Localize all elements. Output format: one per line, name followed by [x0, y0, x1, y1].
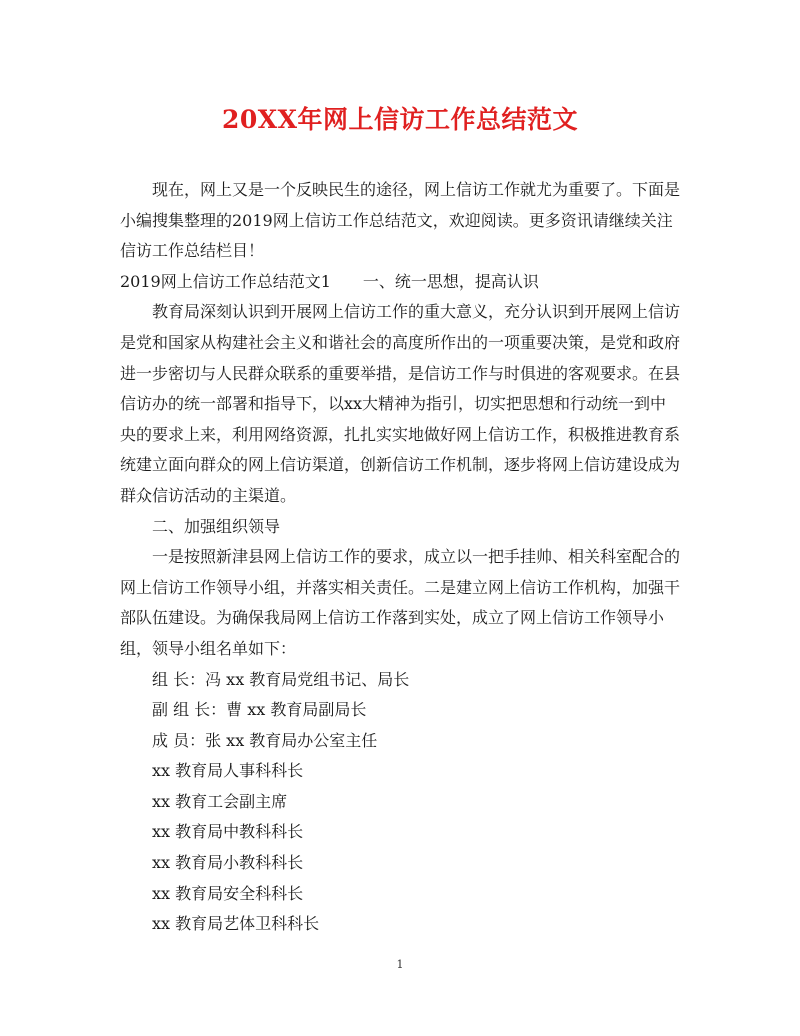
paragraph-2: 一是按照新津县网上信访工作的要求，成立以一把手挂帅、相关科室配合的网上信访工作领导小组，并落实相关责任。二是建立网上信访工作机构，加强干部队伍建设。为确保我局网上信访工作落到实处，成立了网上信访工作领导小组，领导小组名单如下： [120, 547, 681, 658]
subtitle: 2019网上信访工作总结范文1 [120, 271, 331, 291]
member-line: xx 教育局小教科科长 [152, 853, 304, 873]
page-number: 1 [396, 958, 404, 971]
member-line: xx 教育局人事科科长 [152, 761, 304, 781]
member-line: xx 教育局艺体卫科科长 [152, 914, 320, 934]
document-body [120, 175, 680, 940]
member-line: 组 长：冯 xx 教育局党组书记、局长 [152, 669, 410, 689]
intro-paragraph: 现在，网上又是一个反映民生的途径，网上信访工作就尤为重要了。下面是小编搜集整理的2019网上信访工作总结范文，欢迎阅读。更多资讯请继续关注信访工作总结栏目！ [120, 180, 681, 261]
member-line: xx 教育工会副主席 [152, 791, 288, 811]
document-title: 20XX年网上信访工作总结范文 [221, 105, 579, 134]
member-line: xx 教育局安全科科长 [152, 883, 304, 903]
member-line: 副 组 长：曹 xx 教育局副局长 [152, 700, 367, 720]
member-line: xx 教育局中教科科长 [152, 822, 304, 842]
member-line: 成 员：张 xx 教育局办公室主任 [152, 730, 378, 750]
paragraph-1: 教育局深刻认识到开展网上信访工作的重大意义，充分认识到开展网上信访是党和国家从构建社会主义和谐社会的高度所作出的一项重要决策，是党和政府进一步密切与人民群众联系的重要举措，是信访工作与时俱进的客观要求。在县信访办的统一部署和指导下，以xx大精神为指引，切实把思想和行动统一到中央的要求上来，利用网络资源，扎扎实实地做好网上信访工作，积极推进教育系统建立面向群众的网上信访渠道，创新信访工作机制，逐步将网上信访建设成为群众信访活动的主渠道。 [120, 302, 681, 505]
section-heading-2: 二、加强组织领导 [152, 516, 281, 536]
subtitle-line [120, 267, 680, 298]
section-heading-1: 一、统一思想，提高认识 [362, 271, 539, 291]
